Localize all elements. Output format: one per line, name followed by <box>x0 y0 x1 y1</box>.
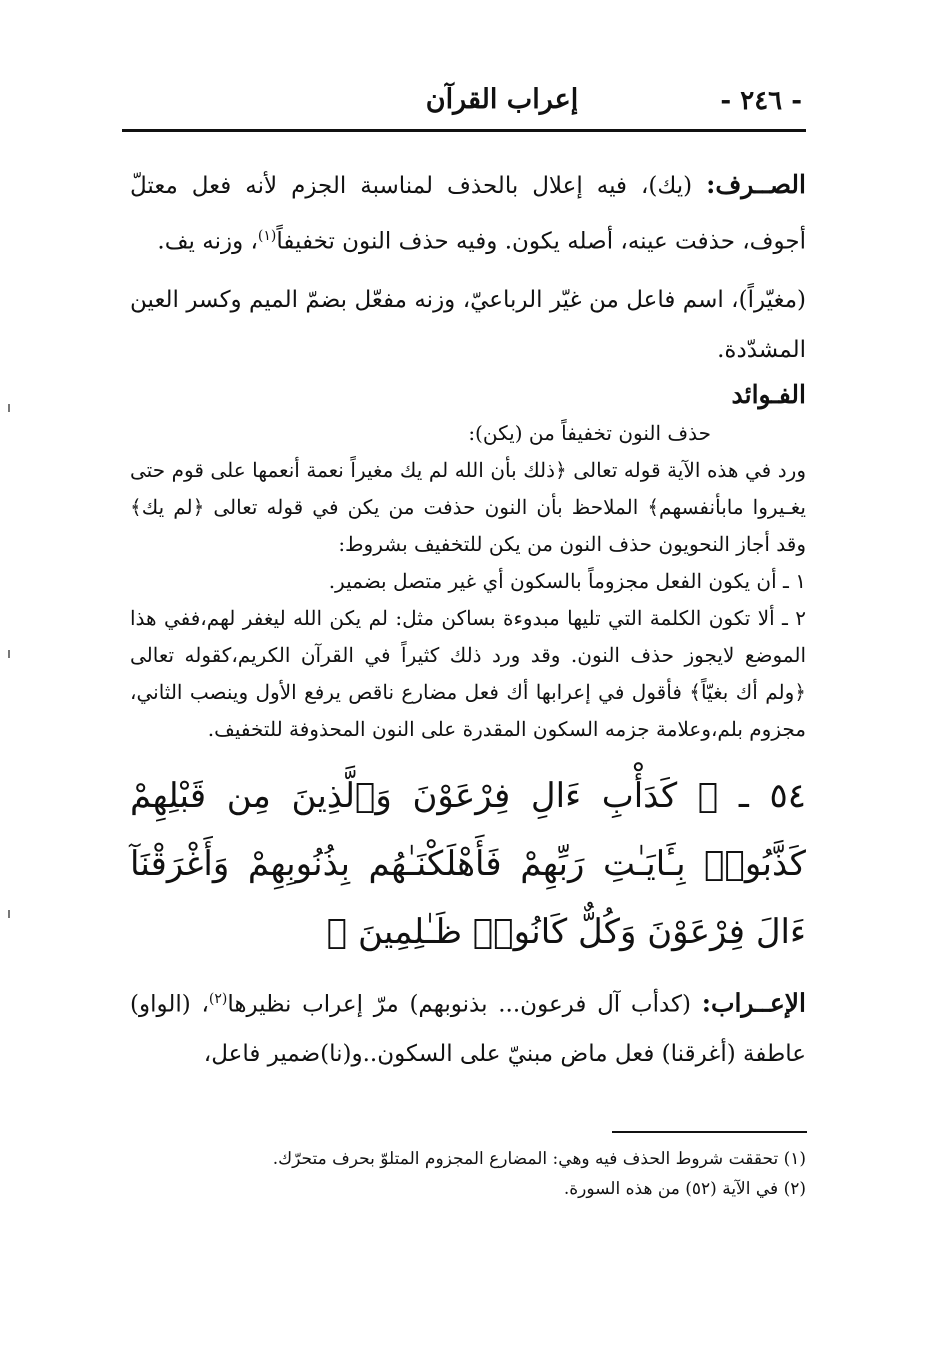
sarf-paragraph <box>130 160 806 267</box>
scan-margin-mark <box>8 404 10 412</box>
footnote-ref-1: (١) <box>257 228 277 244</box>
irab-text-end: ، (الواو) عاطفة (أغرقنا) فعل ماض مبنيّ على السكون..و(نا)ضمير فاعل، <box>130 991 806 1068</box>
footnote-2: (٢) في الآية (٥٢) من هذه السورة. <box>563 1179 806 1199</box>
footnote-rule <box>612 1131 807 1133</box>
footnote-1: (١) تحققت شروط الحذف فيه وهي: المضارع المجزوم المتلوّ بحرف متحرّك. <box>272 1149 806 1169</box>
irab-paragraph <box>130 974 806 1080</box>
irab-text: (كدأب آل فرعون... بذنوبهم) مرّ إعراب نظيرها <box>227 991 702 1018</box>
page-number: - ٢٤٦ - <box>720 86 802 116</box>
condition-item-2: ٢ ـ ألا تكون الكلمة التي تليها مبدوءة بساكن مثل: لم يكن الله ليغفر لهم،ففي هذا الموضع لايجوز حذف النون. وقد ورد ذلك كثيراً في القرآن الكريم،كقوله تعالى ﴿ولم أك بغيّاً﴾ فأقول في إعرابها أك فعل مضارع ناقص يرفع الأول وينصب الثاني، مجزوم بلم،وعلامة جزمه السكون المقدرة على النون المحذوفة للتخفيف. <box>130 605 806 741</box>
running-title: إعراب القرآن <box>425 84 579 115</box>
fawaid-subtitle: حذف النون تخفيفاً من (يكن): <box>468 420 711 445</box>
header-rule <box>122 129 806 132</box>
page-body <box>130 160 806 1079</box>
irab-label: الإعــراب: <box>701 988 806 1018</box>
sarf-label: الصــرف: <box>706 170 806 199</box>
footnote-ref-2: (٢) <box>208 990 228 1007</box>
mughayyir-paragraph: (مغيّراً)، اسم فاعل من غيّر الرباعيّ، وزنه مفعّل بضمّ الميم وكسر العين المشدّدة. <box>130 286 806 363</box>
page-header <box>122 78 802 128</box>
sarf-text-end: ، وزنه يف. <box>157 228 258 255</box>
scan-margin-mark <box>8 650 10 658</box>
scan-margin-mark <box>8 910 10 918</box>
footnotes <box>130 1144 806 1204</box>
condition-item-1: ١ ـ أن يكون الفعل مجزوماً بالسكون أي غير متصل بضمير. <box>328 568 806 593</box>
fawaid-heading: الفـوائد <box>731 379 806 409</box>
fawaid-paragraph: ورد في هذه الآية قوله تعالى ﴿ذلك بأن الله لم يك مغيراً نعمة أنعمها على قوم حتى يغـيروا مابأنفسهم﴾ الملاحظ بأن النون حذفت من يكن في قوله تعالى ﴿لم يك﴾ وقد أجاز النحويون حذف النون من يكن للتخفيف بشروط: <box>130 457 806 556</box>
sarf-text: (يك)، فيه إعلال بالحذف لمناسبة الجزم لأنه فعل معتلّ أجوف، حذفت عينه، أصله يكون. وفيه حذف النون تخفيفاً <box>130 173 806 255</box>
quran-verse: ٥٤ ـ ﴿ كَدَأْبِ ءَالِ فِرْعَوْنَ وَٱلَّذِينَ مِن قَبْلِهِمْ كَذَّبُوا۟ بِـَٔايَـٰتِ رَبِّهِمْ فَأَهْلَكْنَـٰهُم بِذُنُوبِهِمْ وَأَغْرَقْنَآ ءَالَ فِرْعَوْنَ وَكُلٌّ كَانُوا۟ ظَـٰلِمِينَ ﴾ <box>130 775 806 952</box>
